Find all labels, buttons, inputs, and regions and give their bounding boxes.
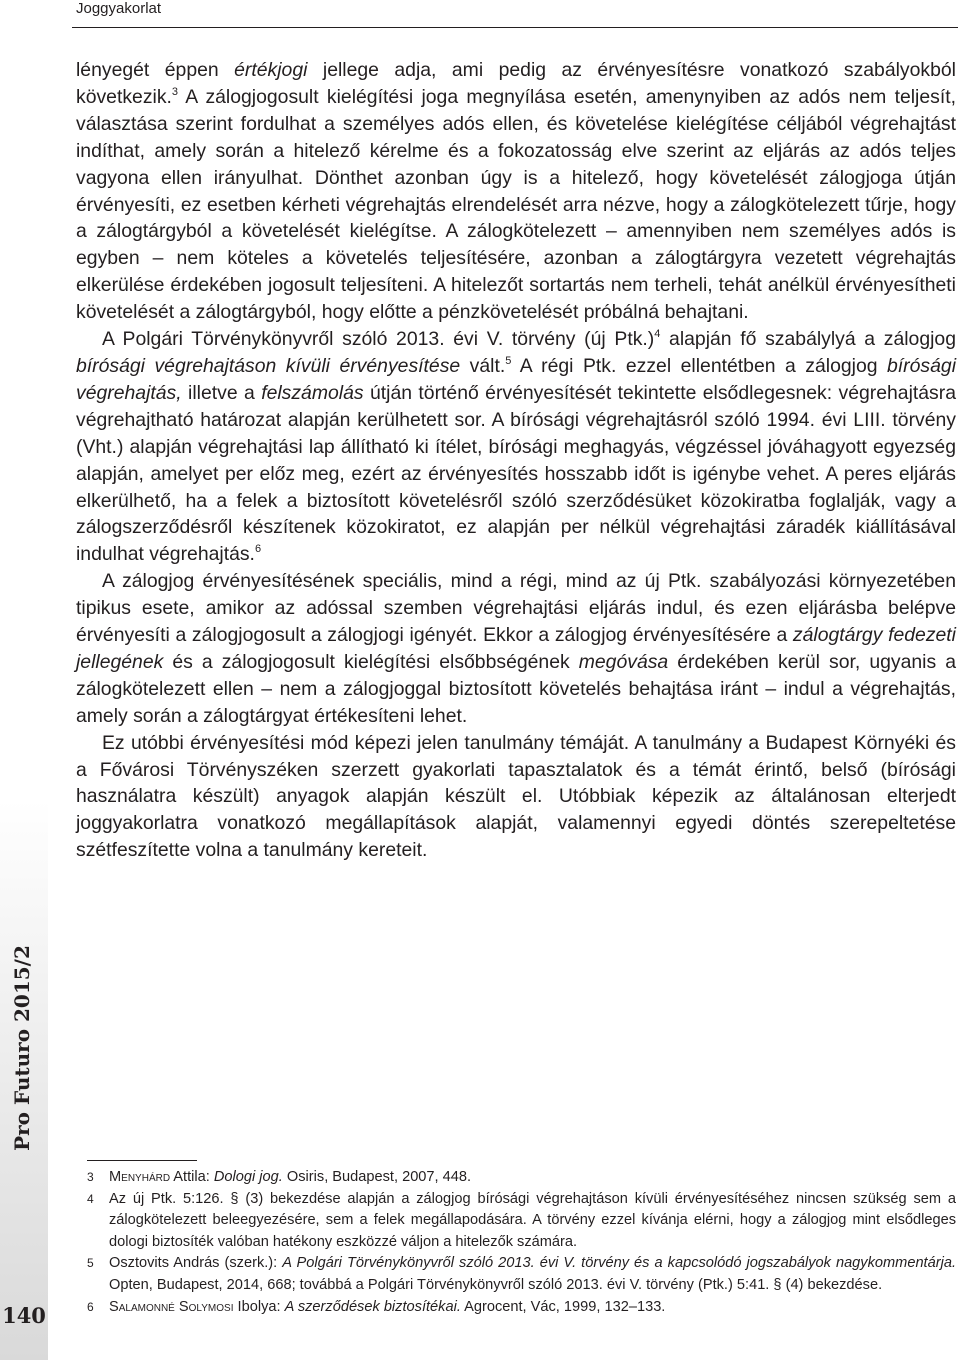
footnotes — [87, 1167, 956, 1318]
footnote-number: 4 — [87, 1191, 94, 1206]
paragraph-4: Ez utóbbi érvényesítési mód képezi jelen tanulmány témáját. A tanulmány a Budapest Környéki és a Fővárosi Törvényszéken szerzett gyakorlati tapasztalatok és a témát érintő, belső (bírósági használatra készült) anyagok alapján készült el. Utóbbiak képezik az általánosan elterjedt joggyakorlatra vonatkozó megállapítások alapját, valamennyi egyedi döntés szerepeltetése szétfeszítette volna a tanulmány kereteit. — [76, 731, 956, 862]
emphasis: zálogtárgy fedezeti jellegének — [76, 624, 956, 673]
footnote-ref-6[interactable]: 6 — [254, 543, 262, 556]
footnote-ref-3[interactable]: 3 — [171, 85, 179, 98]
footnote-ref-5[interactable]: 5 — [505, 354, 512, 367]
emphasis: megóvása — [578, 650, 669, 673]
paragraph-3: A zálogjog érvényesítésének speciális, mind a régi, mind az új Ptk. szabályozási környezetében tipikus esete, amikor az adóssal szemben végrehajtási eljárás indul, és ezen eljárásba belépve érvényesíti a zálogjogosult a zálogjogi igényét. Ekkor a zálogjog érvényesítésére a zálogtárgy fedezeti jellegének és a zálogjogosult kielégítési elsőbbségének megóvása érdekében kerül sor, ugyanis a zálogkötelezett ellen – nem a zálogjoggal biztosított követelés behajtása iránt – indul a végrehajtás, amely során a zálogtárgyat értékesíteni lehet. — [76, 570, 956, 727]
footnote-5: 5 Osztovits András (szerk.): A Polgári Törvénykönyvről szóló 2013. évi V. törvény és a kapcsolódó jogszabályok nagykommentárja. Opten, Budapest, 2014, 668; továbbá a Polgári Törvénykönyvről szóló 2013. évi V. törvény (Ptk.) 5:41. § (4) bekezdése. — [87, 1255, 956, 1293]
header-rule — [72, 27, 958, 28]
emphasis: bírósági végrehajtás, — [76, 354, 957, 404]
emphasis: értékjogi — [234, 59, 308, 81]
footnote-number: 3 — [87, 1170, 94, 1184]
author-name: Salamonné Solymosi — [109, 1298, 234, 1315]
footnote-number: 6 — [87, 1299, 94, 1314]
author-name: Menyhárd — [109, 1169, 171, 1185]
emphasis: bírósági végrehajtáson kívüli érvényesítése — [76, 354, 461, 377]
footnote-6: 6 Salamonné Solymosi Ibolya: A szerződések biztosítékai. Agrocent, Vác, 1999, 132–133. — [87, 1297, 956, 1319]
journal-title-vertical — [2, 944, 42, 1152]
footnote-3: 3 Menyhárd Attila: Dologi jog. Osiris, Budapest, 2007, 448. — [87, 1167, 956, 1189]
article-body — [76, 57, 956, 864]
footnote-rule — [87, 1160, 197, 1161]
footnote-ref-4[interactable]: 4 — [654, 328, 661, 341]
footnote-number: 5 — [87, 1256, 94, 1271]
footnote-4: 4 Az új Ptk. 5:126. § (3) bekezdése alapján a zálogjog bírósági végrehajtáson kívüli érvényesítéséhez nincsen szükség sem a zálogkötelezett beleegyezésére, sem a felek megállapodására. A törvény ezzel kívánja elérni, hogy a zálogjog mint elsődleges dologi biztosíték valóban hatékony eszközzé váljon a hitelezők számára. — [87, 1190, 956, 1250]
journal-title-text: Pro Futuro 2015/2 — [10, 945, 34, 1151]
running-head: Joggyakorlat — [76, 0, 162, 17]
paragraph-1: lényegét éppen értékjogi jellege adja, ami pedig az érvényesítésre vonatkozó szabályokból következik.$^3$ A zálogjogosult kielégítési joga megnyílása esetén, amenynyiben az adós nem teljesít, választása szerint fordulhat a személyes adós ellen, és követelése kielégítése céljából végrehajtást indíthat, amely során a hitelező kérelme és a fokozatosság elve szerint az eljárás az adós teljes vagyona ellen irányulhat. Dönthet azonban úgy is a hitelező, hogy követelését zálogjoga útján érvényesíti, ez esetben kérheti végrehajtás elrendelését arra nézve, hogy a zálogkötelezett tűrje, hogy a zálogtárgyból a követelését kielégítse. A zálogkötelezett – amennyiben nem személyes adós is egyben – nem köteles a követelés teljesítésére, azonban a zálogtárgyra vezetett végrehajtás elkerülése érdekében jogosult teljesíteni. A hitelezőt sortartás nem terheli, tehát anélkül érvényesítheti követelését a zálogtárgyból, hogy előtte a pénzkövetelését próbálná behajtani. — [76, 59, 956, 324]
emphasis: felszámolás — [261, 381, 364, 404]
page-number: 140 — [2, 1303, 46, 1328]
paragraph-2: A Polgári Törvénykönyvről szóló 2013. évi V. törvény (új Ptk.)$^4$ alapján fő szabálylyá a zálogjog bírósági végrehajtáson kívüli érvényesítése vált.$^5$ A régi Ptk. ezzel ellentétben a zálogjog bírósági végrehajtás, illetve a felszámolás útján történő érvényesítését tekintette elsődlegesnek: végrehajtásra végrehajtható határozat alapján kerülhetett sor. A bírósági végrehajtásról szóló 1994. évi LIII. törvény (Vht.) alapján végrehajtási lap állítható ki ítélet, bírósági meghagyás, végzéssel jóváhagyott egyezség alapján, amelyet per előz meg, ezért az érvényesítés hosszabb időt is igénybe vehet. A peres eljárás elkerülhető, ha a felek a biztosított követelésről szóló szerződésüket közokiratba foglalják, vagy a zálogszerződésről készítenek közokiratot, ez alapján per nélkül végrehajtási záradék kiállításával indulhat végrehajtás.$^6$ — [76, 328, 957, 566]
